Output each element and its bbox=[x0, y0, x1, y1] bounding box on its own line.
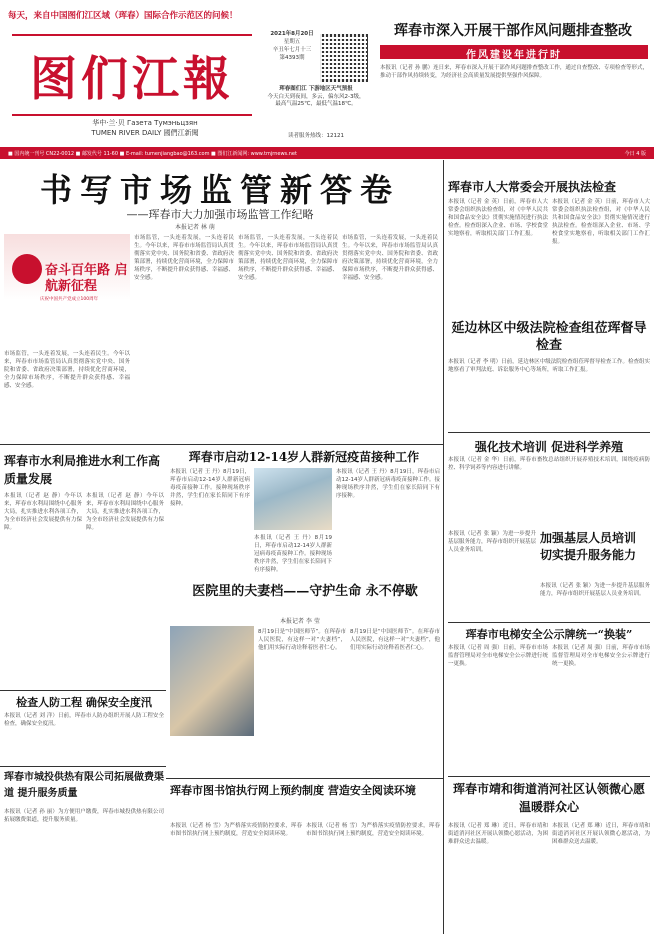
story-body-npc-inspection: 本报讯（记者 金 英）日前，珲春市人大常委会组织执法检查组，对《中华人民共和国食品安全法》贯彻实施情况进行执法检查。检查组深入企业、市场、学校食堂实地察看，听取相关部门工作汇报。 bbox=[448, 199, 548, 237]
page-count: 今日 4 版 bbox=[624, 151, 646, 157]
story-title-vaccination: 珲春市启动12-14岁人群新冠疫苗接种工作 bbox=[188, 450, 420, 464]
vaccination-photo bbox=[254, 468, 332, 530]
weather-caption: 珲春图们江 下游地区天气预报 bbox=[279, 86, 353, 92]
divider bbox=[448, 622, 650, 623]
story-title-micro-wishes: 珲春市靖和街道消河社区认领微心愿 温暖群众心 bbox=[452, 782, 645, 814]
story-title-heating-company: 珲春市城投供热有限公司拓展做费渠道 提升服务质量 bbox=[4, 772, 164, 799]
headline-style-review: 珲春市深入开展干部作风问题排查整改 bbox=[394, 23, 632, 39]
story-title-civil-defense: 检查人防工程 确保安全度汛 bbox=[16, 696, 152, 709]
masthead-english-name: TUMEN RIVER DAILY 國們江新聞 bbox=[91, 129, 199, 137]
poster-caption: 庆祝中国共产党成立100周年 bbox=[40, 297, 99, 302]
divider bbox=[0, 766, 166, 767]
story-title-library: 珲春市图书馆执行网上预约制度 营造安全阅读环境 bbox=[170, 784, 416, 797]
story-body-vaccination-3: 本报讯（记者 王 丹）8月19日，珲春市启动12-14岁人群新冠病毒疫苗接种工作。接种现场秩序井然，学生们在家长陪同下有序接种。 bbox=[254, 535, 332, 573]
qr-code-overlay bbox=[320, 34, 368, 82]
banner-style-year: 作风建设年进行时 bbox=[380, 45, 648, 59]
lead-body-col1: 市场监管，一头连着发展，一头连着民生。今年以来，珲春市市场监管局认真贯彻落实党中央、国务院和省委、省政府决策部署，持续优化营商环境，全力保障市场秩序，不断提升群众获得感、幸福感、安全感。 bbox=[4, 351, 130, 389]
story-body-micro-wishes-2: 本报讯（记者 郑 琳）近日，珲春市靖和街道消河社区开展认领微心愿活动，为困难群众送去温暖。 bbox=[552, 823, 650, 845]
story-body-grassroots-training: 本报讯（记者 张 颖）为进一步提升基层服务能力，珲春市组织开展基层人员业务培训。 bbox=[448, 531, 536, 553]
publish-date: 2021年8月20日 bbox=[270, 31, 314, 37]
story-title-npc-inspection: 珲春市人大常委会开展执法检查 bbox=[448, 180, 617, 194]
masthead-language-line: 华中·兰·贝 Газета Тумэньцзян bbox=[92, 119, 198, 127]
story-body-npc-inspection-2: 本报讯（记者 金 英）日前，珲春市人大常委会组织执法检查组，对《中华人民共和国食品安全法》贯彻实施情况进行执法检查。检查组深入企业、市场、学校食堂实地察看，听取相关部门工作汇报。 bbox=[552, 199, 650, 245]
weather-text: 今天白天到夜间，多云，偏东风2-3级，最高气温25℃，最低气温18℃。 bbox=[267, 93, 365, 107]
story-title-grassroots-training: 加强基层人员培训 切实提升服务能力 bbox=[540, 531, 637, 562]
story-body-doctor-couple: 8月19日是“中国医师节”。在珲春市人民医院，有这样一对“夫妻档”，他们用实际行动诠释着医者仁心。 bbox=[258, 629, 346, 651]
story-body-vaccination: 本报讯（记者 王 丹）8月19日，珲春市启动12-14岁人群新冠病毒疫苗接种工作。接种现场秩序井然，学生们在家长陪同下有序接种。 bbox=[170, 469, 250, 507]
story-body-civil-defense: 本报讯（记者 刘 洋）日前，珲春市人防办组织开展人防工程安全检查，确保安全度汛。 bbox=[4, 713, 164, 727]
date-box bbox=[266, 30, 318, 62]
masthead-slogan: 每天，来自中国图们江区域（珲春）国际合作示范区的问候！ bbox=[8, 11, 238, 21]
story-body-water-bureau: 本报讯（记者 赵 静）今年以来，珲春市水利局围绕中心服务大局，扎实推进水利各项工作，为全市经济社会发展提供有力保障。 bbox=[4, 493, 82, 531]
story-body-elevator-signs-2: 本报讯（记者 周 强）日前，珲春市市场监督管理局对全市电梯安全公示牌进行统一更换。 bbox=[552, 645, 650, 667]
divider bbox=[0, 444, 443, 445]
info-bar: ■ 国内统一刊号 CN22-0012 ■ 邮发代号 11-60 ■ E-mail: tumenjiangbao@163.com ■ 图们江新闻网: www.tmjrnews.net bbox=[0, 147, 654, 159]
story-body-library-2: 本报讯（记者 杨 雪）为严格落实疫情防控要求，珲春市图书馆执行网上预约制度，营造安全阅读环境。 bbox=[306, 823, 440, 837]
masthead-languages bbox=[30, 118, 260, 138]
weather-forecast bbox=[266, 86, 366, 109]
reader-hotline: 读者服务热线：12121 bbox=[288, 133, 344, 139]
story-body-library: 本报讯（记者 杨 雪）为严格落实疫情防控要求，珲春市图书馆执行网上预约制度，营造安全阅读环境。 bbox=[170, 823, 302, 837]
newspaper-logo: 图们江報 bbox=[12, 34, 252, 116]
story-title-elevator-signs: 珲春市电梯安全公示牌统一“换装” bbox=[465, 628, 633, 641]
lead-body-col3: 市场监管，一头连着发展，一头连着民生。今年以来，珲春市市场监管局认真贯彻落实党中央、国务院和省委、省政府决策部署，持续优化营商环境，全力保障市场秩序，不断提升群众获得感、幸福感、安全感。 bbox=[238, 235, 338, 281]
story-body-grassroots-training-2: 本报讯（记者 张 颖）为进一步提升基层服务能力，珲春市组织开展基层人员业务培训。 bbox=[540, 583, 650, 597]
story-body-court-inspection: 本报讯（记者 李 明）日前，延边林区中级法院检查组莅珲督导检查工作。检查组实地察看了审判法庭、诉讼服务中心等场所，听取工作汇报。 bbox=[448, 359, 650, 373]
story-title-breeding-training: 强化技术培训 促进科学养殖 bbox=[474, 440, 624, 454]
story-title-court-inspection: 延边林区中级法院检查组莅珲督导检查 bbox=[451, 321, 647, 353]
divider bbox=[448, 776, 650, 777]
lead-body-col4: 市场监管，一头连着发展，一头连着民生。今年以来，珲春市市场监管局认真贯彻落实党中央、国务院和省委、省政府决策部署，持续优化营商环境，全力保障市场秩序，不断提升群众获得感、幸福感、安全感。 bbox=[342, 235, 438, 281]
lunar-date: 辛丑年七月十三 bbox=[272, 47, 312, 53]
issue-number: 第4393期 bbox=[279, 55, 305, 61]
story-title-doctor-couple: 医院里的夫妻档——守护生命 永不停歇 bbox=[192, 584, 418, 599]
story-body-vaccination-2: 本报讯（记者 王 丹）8月19日，珲春市启动12-14岁人群新冠病毒疫苗接种工作。接种现场秩序井然，学生们在家长陪同下有序接种。 bbox=[336, 469, 440, 499]
party-emblem-icon bbox=[12, 254, 42, 284]
story-body-micro-wishes: 本报讯（记者 郑 琳）近日，珲春市靖和街道消河社区开展认领微心愿活动，为困难群众送去温暖。 bbox=[448, 823, 548, 845]
lead-subheadline: ——珲春市大力加强市场监管工作纪略 bbox=[126, 208, 314, 221]
doctor-couple-byline: 本报记者 李 莹 bbox=[280, 618, 320, 625]
doctor-couple-photo bbox=[170, 626, 254, 736]
divider bbox=[448, 432, 650, 433]
weekday: 星期五 bbox=[283, 39, 301, 45]
story-body-heating-company: 本报讯（记者 孙 丽）为方便用户缴费，珲春市城投供热有限公司拓展缴费渠道，提升服务质量。 bbox=[4, 809, 164, 823]
story-body-elevator-signs: 本报讯（记者 周 强）日前，珲春市市场监督管理局对全市电梯安全公示牌进行统一更换。 bbox=[448, 645, 548, 667]
story-body-breeding-training: 本报讯（记者 金 华）日前，珲春市畜牧总站组织开展养殖技术培训，围绕疫病防控、科学饲养等内容进行讲解。 bbox=[448, 457, 650, 471]
lead-body-col2: 市场监管，一头连着发展，一头连着民生。今年以来，珲春市市场监管局认真贯彻落实党中央、国务院和省委、省政府决策部署，持续优化营商环境，全力保障市场秩序，不断提升群众获得感、幸福感、安全感。 bbox=[134, 235, 234, 281]
story-body-doctor-couple-2: 8月19日是“中国医师节”。在珲春市人民医院，有这样一对“夫妻档”，他们用实际行动诠释着医者仁心。 bbox=[350, 629, 440, 651]
story-body-water-bureau-2: 本报讯（记者 赵 静）今年以来，珲春市水利局围绕中心服务大局，扎实推进水利各项工作，为全市经济社会发展提供有力保障。 bbox=[86, 493, 164, 531]
lead-byline: 本报记者 林 萌 bbox=[175, 224, 215, 231]
divider bbox=[166, 778, 443, 779]
story-title-water-bureau: 珲春市水利局推进水利工作高质量发展 bbox=[4, 454, 161, 486]
lead-headline: 书写市场监管新答卷 bbox=[39, 171, 400, 209]
poster-heading: 奋斗百年路 启航新征程 bbox=[45, 263, 128, 294]
divider bbox=[0, 690, 166, 691]
column-rule bbox=[443, 160, 444, 934]
article-style-review-body: 本报讯（记者 孙 鹏）连日来，珲春市深入开展干部作风问题排查整改工作，通过自查整改、专项检查等形式，推动干部作风持续转变，为经济社会高质量发展提供坚强作风保障。 bbox=[380, 65, 648, 79]
